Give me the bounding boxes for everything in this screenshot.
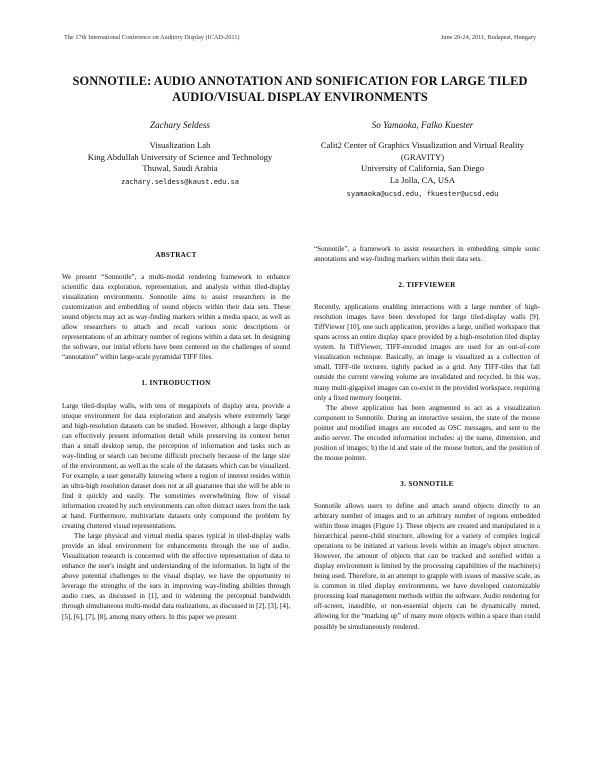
introduction-continuation: “Sonnotile”, a framework to assist researchers in embedding simple sonic annotations and way-finding markers within their data sets. [314, 245, 540, 264]
author-email: syamaoka@ucsd.edu, fkuester@ucsd.edu [346, 189, 499, 198]
affiliation-line: University of California, San Diego [361, 163, 484, 174]
affiliation-line: La Jolla, CA, USA [389, 175, 456, 186]
right-column [314, 244, 540, 632]
author-name: So Yamaoka, Falko Kuester [371, 120, 474, 130]
tiffviewer-heading: 2. TIFFVIEWER [398, 281, 456, 290]
author-section [60, 120, 540, 200]
affiliation-line: Thuwal, Saudi Arabia [142, 163, 218, 174]
introduction-paragraph-2: The large physical and virtual media spaces typical in tiled-display walls provide an ideal environment for enhancements through the use of audio. Visualization research is concerned with the effective representation of data to enhance the user's insight and understanding of the information. In light of the above potential challenges to the visual display, we have the opportunity to leverage the strengths of the ears in improving way-finding abilities through audio cues, as discussed in [1], and in widening the perceptual bandwidth through simultaneous multi-modal data realizations, as discussed in [2], [3], [4], [5], [6], [7], [8], among many others. In this paper we present [62, 532, 290, 621]
affiliation-line: King Abdullah University of Science and Technology [87, 151, 273, 162]
author-block-2 [305, 120, 540, 201]
introduction-paragraph-1: Large tiled-display walls, with tens of megapixels of display area, provide a unique environment for data exploration and analysis where extremely large and high-resolution datasets can be studied. However, although a large display can effectively present information detail while preserving its context better than a small desktop setup, the perception of information and tasks such as way-finding or search can become difficult precisely because of the large size of the environment, as well as the scale of the datasets which can be visualized. For example, a user generally knowing where a region of interest resides within an ultra-high resolution dataset does not at all guarantee that she will be able to find it quickly and easily. The sometimes overwhelming flow of visual information created by such environments can often distract users from the task at hand. Furthermore, multivariate datasets only compound the problem by creating cluttered visual representations. [62, 401, 290, 531]
paper-title: SONNOTILE: AUDIO ANNOTATION AND SONIFICATION FOR LARGE TILED AUDIO/VISUAL DISPLAY ENVIRONMENTS [72, 74, 528, 104]
left-column [62, 244, 290, 622]
tiffviewer-paragraph-1: Recently, applications enabling interactions with a large number of high-resolution images have been developed for large tiled-display walls [9]. TiffViewer [10], one such application, provides a large, unified workspace that spans across an entire display space provided by a high-resolution tiled display system. In TiffViewer, TIFF-encoded images are used for an out-of-core visualization technique. Basically, an image is visualized as a collection of small, TIFF-tile textures, tightly packed as a grid. Any TIFF-tiles that fall outside the current viewing volume are invalidated and recycled. In this way, many multi-gigapixel images can co-exist in the provided workspace, requiring only a fixed memory footprint. [314, 303, 540, 402]
affiliation-line: Calit2 Center of Graphics Visualization and Virtual Reality (GRAVITY) [320, 139, 525, 162]
conference-name: The 17th International Conference on Auditory Display (ICAD-2011) [64, 34, 240, 41]
sonnotile-heading: 3. SONNOTILE [400, 479, 454, 488]
author-block-1 [60, 120, 300, 189]
conference-date-location: June 20-24, 2011, Budapest, Hungary [440, 34, 536, 41]
sonnotile-paragraph-1: Sonnotile allows users to define and attach sound objects directly to an arbitrary number of images and to an arbitrary number of regions embedded within those images (Figure 1). These objects are created and manipulated in a hierarchical parent-child structure, allowing for a variety of complex logical operations to be initiated at various levels within an image's object structure. However, the amount of objects that can be tracked and sonified within a display environment is limited by the processing capabilities of the machine(s) being used. Therefore, in an attempt to grapple with issues of massive scale, as is common in tiled display environments, we have developed customizable processing load management methods within the software. Audio rendering for off-screen, inaudible, or non-essential objects can be dynamically muted, allowing for the “marking up” of many more objects within a space than could possibly be simultaneously rendered. [314, 501, 540, 631]
affiliation-line: Visualization Lab [149, 139, 211, 150]
author-email: zachary.seldess@kaust.edu.sa [120, 178, 239, 187]
abstract-text: We present “Sonnotile”, a multi-modal rendering framework to enhance scientific data exploration, representation, and analysis within tiled-display visualization environments. Sonnotile aims to assist researchers in the customization and embedding of sound objects within their data sets. These sound objects may act as way-finding markers within a media space, as well as allow researchers to attach and recall various sonic descriptions or representations of an arbitrary number of regions within a data set. In designing the software, our initial efforts have been centered on the challenges of sound “annotation” within large-scale pyramidal TIFF files. [62, 273, 290, 362]
introduction-heading: 1. INTRODUCTION [141, 379, 211, 388]
running-header [64, 34, 536, 41]
abstract-heading: ABSTRACT [155, 251, 197, 259]
author-name: Zachary Seldess [150, 120, 210, 130]
tiffviewer-paragraph-2: The above application has been augmented to act as a visualization component to Sonnotile. During an interactive session, the state of the mouse pointer and modified images are encoded as OSC messages, and sent to the audio server. The encoded information includes: a) the name, dimension, and position of images; b) the id and state of the mouse button, and the position of the mouse pointer. [314, 403, 540, 462]
